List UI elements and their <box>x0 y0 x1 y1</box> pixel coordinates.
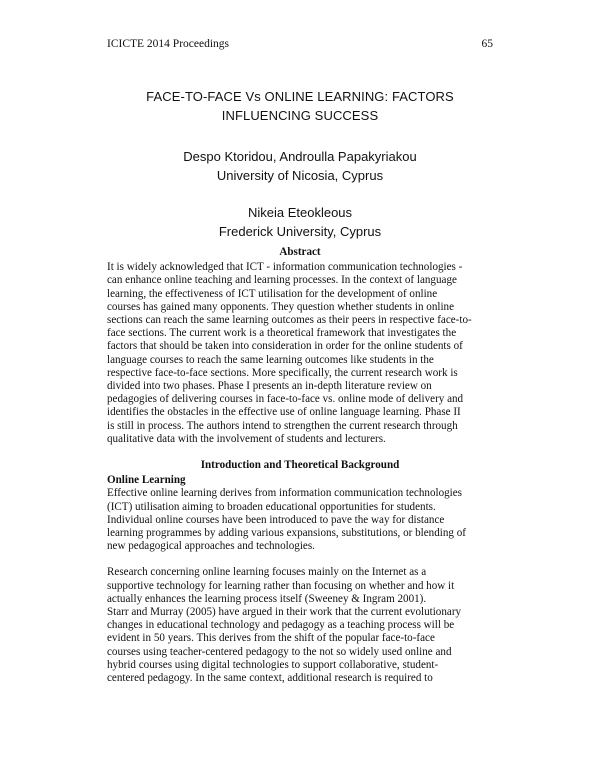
text-line: courses has gained many opponents. They question whether students in online <box>107 300 455 313</box>
text-line: courses using teacher-centered pedagogy to the not so widely used online and <box>107 645 452 658</box>
text-line: respective face-to-face sections. More specifically, the current research work is <box>107 366 458 379</box>
text-line: can enhance online teaching and learning processes. In the context of language <box>107 274 457 287</box>
text-line: Research concerning online learning focuses mainly on the Internet as a <box>107 566 427 579</box>
author-names: Nikeia Eteokleous <box>247 205 353 220</box>
text-line: It is widely acknowledged that ICT - information communication technologies - <box>107 261 463 274</box>
text-line: divided into two phases. Phase I presents an in-depth literature review on <box>107 380 432 393</box>
intro-paragraph-1 <box>107 487 493 553</box>
intro-paragraph-2 <box>107 566 493 685</box>
author-affiliation: Frederick University, Cyprus <box>218 224 382 239</box>
text-line: supportive technology for learning rather than focusing on whether and how it <box>107 579 455 592</box>
text-line: Starr and Murray (2005) have argued in their work that the current evolutionary <box>107 606 462 619</box>
author-names: Despo Ktoridou, Androulla Papakyriakou <box>183 149 417 164</box>
subsection-heading: Online Learning <box>107 474 186 487</box>
text-line: centered pedagogy. In the same context, additional research is required to <box>107 672 433 685</box>
author-group <box>60 203 540 241</box>
text-line: identifies the obstacles in the effective use of online language learning. Phase II <box>107 406 461 419</box>
text-line: learning, the effectiveness of ICT utilisation for the development of online <box>107 287 438 300</box>
text-line: Effective online learning derives from information communication technologies <box>107 487 462 500</box>
page-number: 65 <box>481 38 493 50</box>
text-line: sections can reach the same learning outcomes as their peers in respective face-to- <box>107 314 472 327</box>
text-line: (ICT) utilisation aiming to broaden educational opportunities for students. <box>107 500 436 513</box>
text-line: evident in 50 years. This derives from the shift of the popular face-to-face <box>107 632 435 645</box>
text-line: changes in educational technology and pedagogy as a teaching process will be <box>107 619 455 632</box>
abstract-heading: Abstract <box>279 246 321 258</box>
text-line: factors that should be taken into consideration in order for the online students of <box>107 340 463 353</box>
author-group <box>60 147 540 185</box>
text-line: new pedagogical approaches and technologies. <box>107 540 315 553</box>
body-text <box>107 246 493 685</box>
text-line: language courses to reach the same learning outcomes like students in the <box>107 353 434 366</box>
title-block <box>60 87 540 241</box>
text-line: actually enhances the learning process itself (Sweeney & Ingram 2001). <box>107 592 427 605</box>
text-line: Individual online courses have been introduced to pave the way for distance <box>107 513 445 526</box>
text-line: pedagogies of delivering courses in face-to-face vs. online mode of delivery and <box>107 393 464 406</box>
running-header <box>107 37 493 51</box>
paper-title <box>60 87 540 125</box>
author-affiliation: University of Nicosia, Cyprus <box>216 168 384 183</box>
text-line: face sections. The current work is a theoretical framework that investigates the <box>107 327 457 340</box>
text-line: hybrid courses using digital technologies to support collaborative, student- <box>107 658 439 671</box>
proceedings-name: ICICTE 2014 Proceedings <box>107 38 230 50</box>
text-line: qualitative data with the involvement of students and lecturers. <box>107 432 386 445</box>
text-line: is still in process. The authors intend to strengthen the current research through <box>107 419 458 432</box>
spacer <box>107 553 493 566</box>
section-heading: Introduction and Theoretical Background <box>200 459 400 472</box>
abstract-paragraph <box>107 261 493 446</box>
title-line: INFLUENCING SUCCESS <box>221 108 379 123</box>
spacer <box>107 446 493 459</box>
title-line: FACE-TO-FACE Vs ONLINE LEARNING: FACTORS <box>146 89 454 104</box>
text-line: learning programmes by adding various expansions, substitutions, or blending of <box>107 527 466 540</box>
